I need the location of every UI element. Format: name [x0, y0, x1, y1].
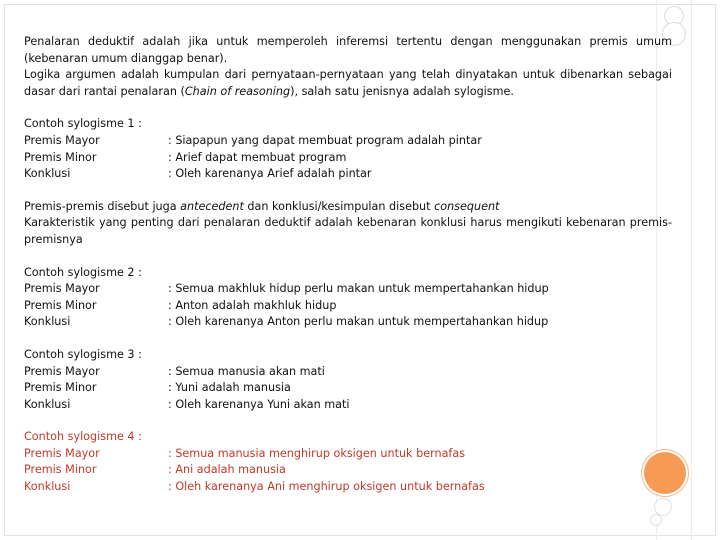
premis-italic: antecedent [180, 199, 244, 213]
example-label: Konklusi [24, 315, 71, 329]
example-value: : Semua manusia menghirup oksigen untuk bernafas [168, 446, 466, 460]
example-label: Premis Minor [24, 150, 97, 164]
example-value: : Siapapun yang dapat membuat program adalah pintar [168, 133, 482, 147]
premis-italic: consequent [434, 199, 500, 213]
intro-italic: Chain of reasoning [184, 84, 291, 98]
example-2 [24, 265, 672, 331]
premis-text: dan konklusi/kesimpulan disebut [243, 199, 435, 213]
example-value: : Ani adalah manusia [168, 463, 286, 477]
premis-line-2: Karakteristik yang penting dari penalaran deduktif adalah kebenaran konklusi harus mengikuti kebenaran premis-premisnya [24, 216, 672, 246]
intro-paragraph [24, 34, 672, 100]
example-value: : Semua makhluk hidup perlu makan untuk mempertahankan hidup [168, 282, 549, 296]
example-label: Konklusi [24, 167, 71, 181]
example-value: : Semua manusia akan mati [168, 364, 325, 378]
premis-text: Premis-premis disebut juga [24, 199, 181, 213]
example-label: Premis Mayor [24, 446, 100, 460]
example-value: : Oleh karenanya Ani menghirup oksigen untuk bernafas [168, 480, 485, 494]
example-3 [24, 347, 672, 413]
premis-paragraph [24, 199, 672, 249]
premis-line-1 [24, 199, 672, 216]
example-label: Konklusi [24, 397, 71, 411]
intro-text: Logika argumen adalah kumpulan dari pernyataan-pernyataan yang telah dinyatakan untuk dibenarkan sebagai dasar dari rantai penalaran ( [24, 68, 672, 98]
example-label: Konklusi [24, 480, 71, 494]
example-value: : Anton adalah makhluk hidup [168, 298, 337, 312]
example-value: : Yuni adalah manusia [168, 381, 291, 395]
example-label: Premis Mayor [24, 133, 100, 147]
example-value: : Oleh karenanya Anton perlu makan untuk mempertahankan hidup [168, 315, 549, 329]
slide-content [24, 34, 672, 496]
example-label: Premis Mayor [24, 282, 100, 296]
example-value: : Arief dapat membuat program [168, 150, 347, 164]
example-label: Premis Mayor [24, 364, 100, 378]
example-title: Contoh sylogisme 3 : [24, 347, 142, 361]
intro-line-2 [24, 67, 672, 100]
example-label: Premis Minor [24, 381, 97, 395]
example-1 [24, 116, 672, 182]
example-title: Contoh sylogisme 1 : [24, 117, 142, 131]
intro-text: ), salah satu jenisnya adalah sylogisme. [290, 84, 514, 98]
intro-line-1: Penalaran deduktif adalah jika untuk memperoleh inferemsi tertentu dengan menggunakan premis umum (kebenaran umum dianggap benar). [24, 35, 672, 65]
example-title: Contoh sylogisme 4 : [24, 430, 142, 444]
example-label: Premis Minor [24, 298, 97, 312]
example-title: Contoh sylogisme 2 : [24, 265, 142, 279]
decorative-circle-icon [650, 514, 662, 526]
example-4 [24, 429, 672, 495]
example-label: Premis Minor [24, 463, 97, 477]
example-value: : Oleh karenanya Arief adalah pintar [168, 167, 372, 181]
example-value: : Oleh karenanya Yuni akan mati [168, 397, 350, 411]
